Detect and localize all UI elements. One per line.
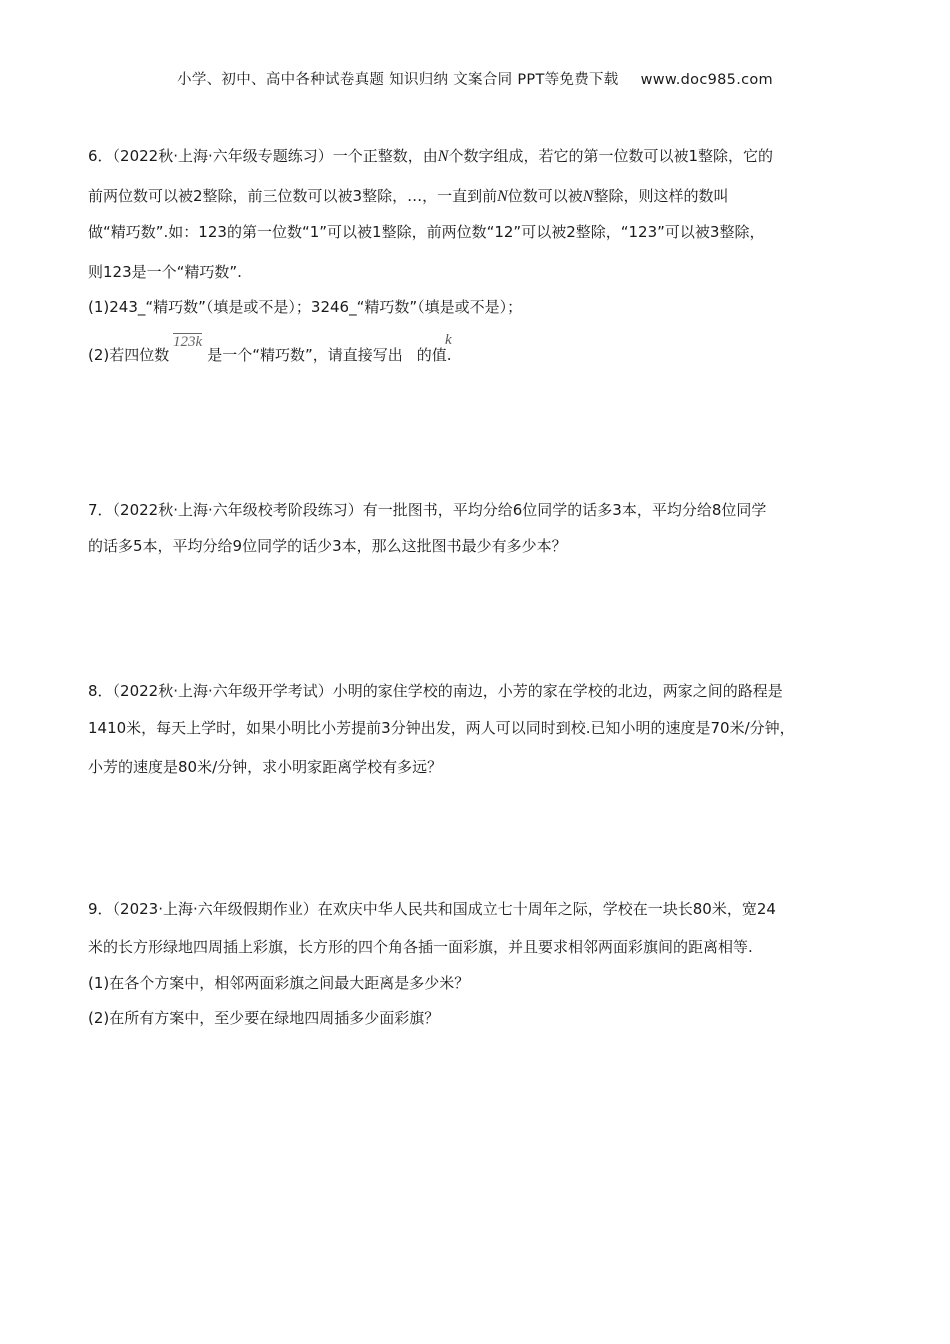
q8-line3: 小芳的速度是80米/分钟，求小明家距离学校有多远？ [88, 758, 443, 776]
header-url[interactable]: www.doc985.com [640, 72, 773, 88]
q9-line2: 米的长方形绿地四周插上彩旗，长方形的四个角各插一面彩旗，并且要求相邻两面彩旗间的距离相等. [88, 938, 753, 956]
q9-part1: (1)在各个方案中，相邻两面彩旗之间最大距离是多少米？ [88, 974, 470, 992]
q6-text: 整除，则这样的数叫 [593, 187, 729, 205]
q6-part2 [88, 345, 452, 365]
q6-line1 [88, 146, 773, 167]
q6-text: 6．（2022秋·上海·六年级专题练习）一个正整数，由 [88, 147, 438, 165]
math-variable: N [497, 188, 508, 205]
q7-line1: 7．（2022秋·上海·六年级校考阶段练习）有一批图书，平均分给6位同学的话多3本，平均分给8位同学 [88, 501, 767, 519]
q8-line1: 8．（2022秋·上海·六年级开学考试）小明的家住学校的南边，小芳的家在学校的北边，两家之间的路程是 [88, 682, 783, 700]
q9-part2: (2)在所有方案中，至少要在绿地四周插多少面彩旗？ [88, 1009, 440, 1027]
q7-line2: 的话多5本，平均分给9位同学的话少3本，那么这批图书最少有多少本？ [88, 537, 567, 555]
math-variable-k: k [445, 332, 452, 348]
q6-part1: (1)243_“精巧数”（填是或不是）；3246_“精巧数”（填是或不是）； [88, 298, 523, 316]
overlined-number: 123k [173, 334, 203, 350]
q6-line2 [88, 186, 728, 207]
math-variable: N [582, 188, 594, 205]
q6-line3: 做“精巧数”.如：123的第一位数“1”可以被1整除，前两位数“12”可以被2整除，“123”可以被3整除， [88, 223, 765, 241]
math-variable: N [437, 148, 449, 165]
q6-line4: 则123是一个“精巧数”. [88, 263, 242, 281]
q6-text: (2)若四位数 [88, 346, 170, 364]
q6-text: 的值. [416, 346, 452, 364]
q6-text: 个数字组成，若它的第一位数可以被1整除，它的 [448, 147, 773, 165]
q6-text: 是一个“精巧数”，请直接写出 [207, 346, 403, 364]
header-text: 小学、初中、高中各种试卷真题 知识归纳 文案合同 PPT等免费下载 [177, 72, 619, 88]
q8-line2: 1410米，每天上学时，如果小明比小芳提前3分钟出发，两人可以同时到校.已知小明的速度是70米/分钟， [88, 719, 795, 737]
q6-text: 位数可以被 [507, 187, 583, 205]
page-header [0, 68, 950, 89]
q6-text: 前两位数可以被2整除，前三位数可以被3整除，…，一直到前 [88, 187, 498, 205]
q9-line1: 9．（2023·上海·六年级假期作业）在欢庆中华人民共和国成立七十周年之际，学校在一块长80米，宽24 [88, 900, 776, 918]
